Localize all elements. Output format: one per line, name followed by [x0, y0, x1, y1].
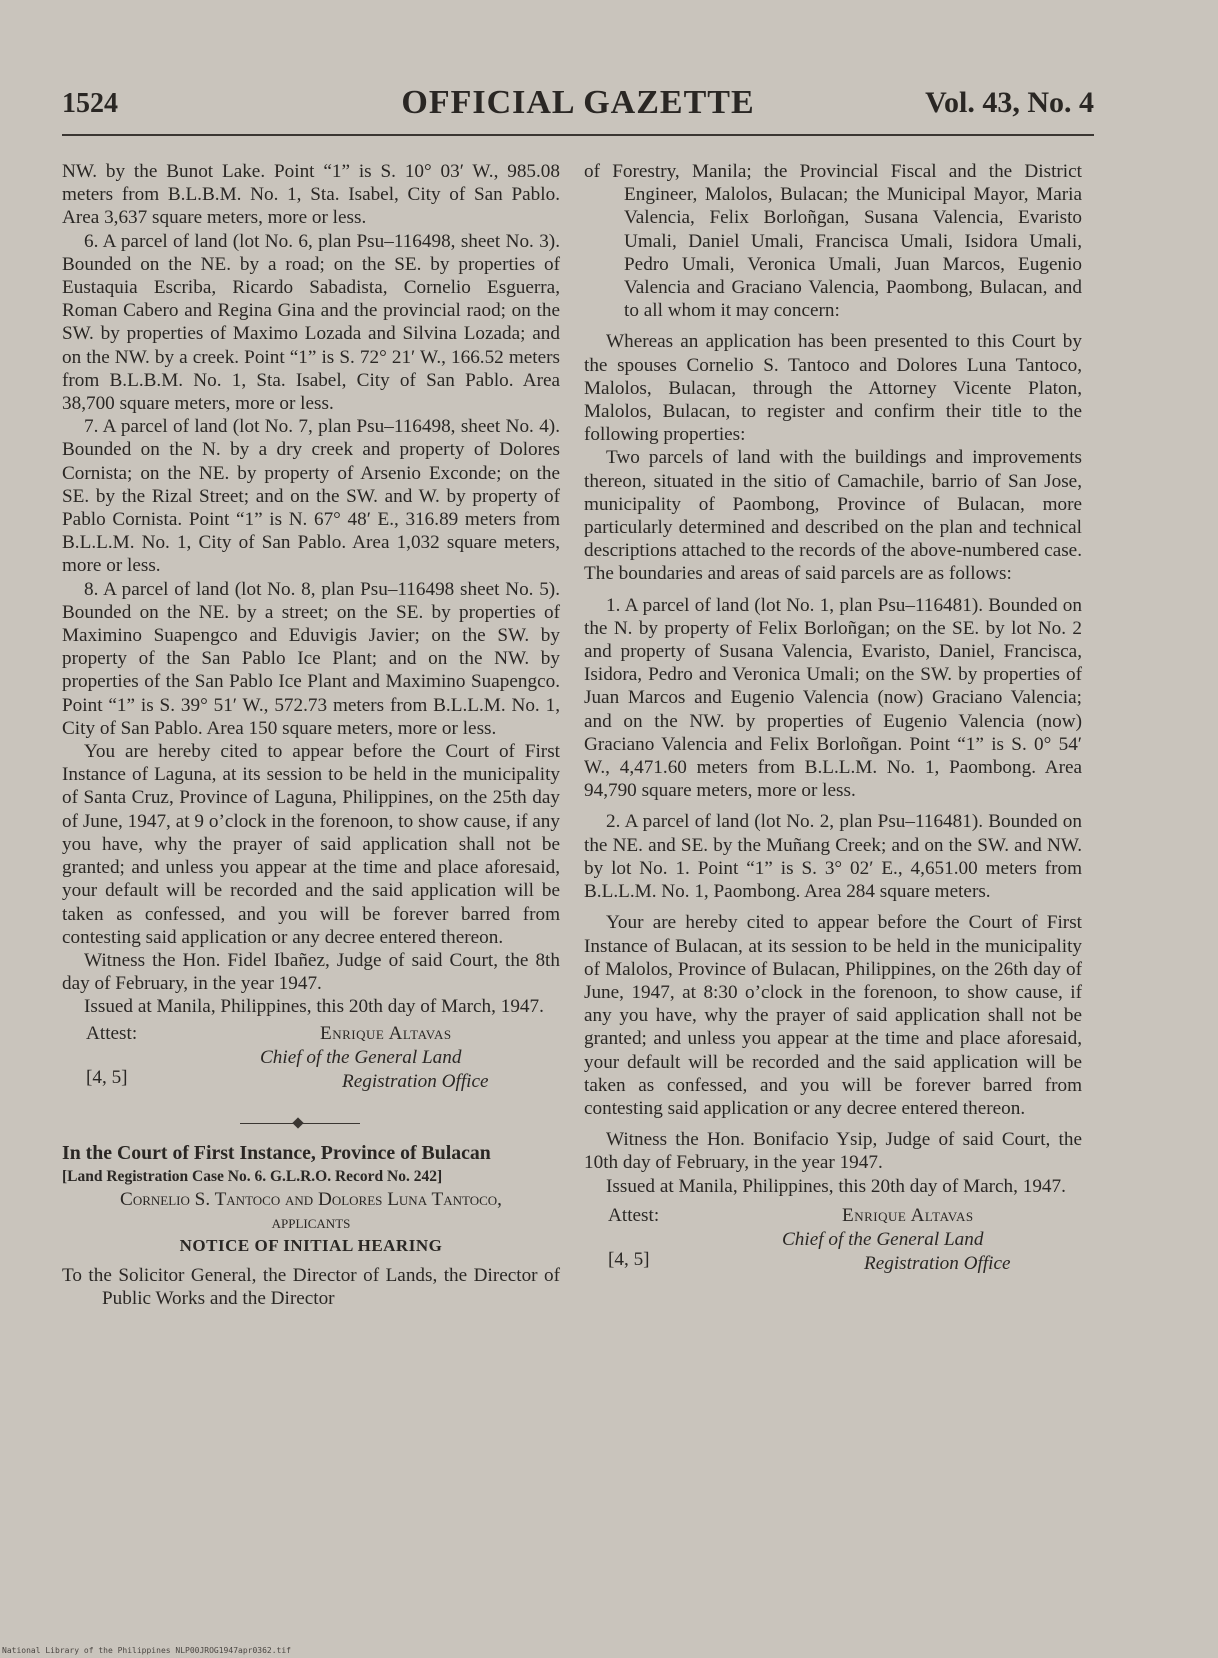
signatory-name: Enrique Altavas [320, 1022, 452, 1044]
signature-block [584, 1204, 1082, 1286]
right-column [584, 160, 1082, 1286]
court-heading: In the Court of First Instance, Province of Bulacan [62, 1141, 491, 1164]
publication-title: OFFICIAL GAZETTE [401, 84, 755, 121]
diamond-ornament-icon [292, 1117, 303, 1128]
paragraph: 1. A parcel of land (lot No. 1, plan Psu–116481). Bounded on the N. by property of Felix Borloñgan; on the SE. by lot No. 2 and property of Susana Valencia, Evaristo, Daniel, Francisca, Isidora, Pedro and Veronica Umali; on the SW. by properties of Juan Marcos and Eugenio Valencia (now) Graciano Valencia; and on the NW. by properties of Eugenio Valencia (now) Graciano Valencia and Felix Borloñgan. Point “1” is S. 0° 54′ W., 4,471.60 meters from B.L.L.M. No. 1, Paombong. Area 94,790 square meters, more or less. [584, 594, 1082, 802]
signature-block [62, 1022, 560, 1104]
signatory-title: Chief of the General Land [260, 1046, 462, 1068]
paragraph: Issued at Manila, Philippines, this 20th day of March, 1947. [606, 1175, 1066, 1197]
paragraph: Two parcels of land with the buildings and improvements thereon, situated in the sitio of Camachile, barrio of San Jose, municipality of Paombong, Province of Bulacan, more particularly determined and described on the plan and technical descriptions attached to the records of the above-numbered case. The boundaries and areas of said parcels are as follows: [584, 447, 1082, 585]
attest-label: Attest: [608, 1204, 660, 1226]
page-number: 1524 [62, 88, 118, 119]
issue-reference: [4, 5] [608, 1248, 650, 1270]
paragraph: You are hereby cited to appear before the Court of First Instance of Laguna, at its session to be held in the municipality of Santa Cruz, Province of Laguna, Philippines, on the 25th day of June, 1947, at 9 o’clock in the forenoon, to show cause, if any you have, why the prayer of said application shall not be granted; and unless you appear at the time and place aforesaid, your default will be recorded and the said application will be taken as confessed, and you will be forever barred from contesting said application or any decree entered thereon. [62, 741, 560, 948]
paragraph: 8. A parcel of land (lot No. 8, plan Psu–116498 sheet No. 5). Bounded on the NE. by a street; on the SE. by properties of Maximino Suapengco and Eduvigis Javier; on the SW. by property of the San Pablo Ice Plant; and on the NW. by properties of the San Pablo Ice Plant and Maximino Suapengco. Point “1” is S. 39° 51′ W., 572.73 meters from B.L.L.M. No. 1, City of San Pablo. Area 150 square meters, more or less. [62, 578, 560, 739]
signatory-title: Chief of the General Land [782, 1228, 984, 1250]
left-column [62, 160, 560, 1310]
notice-title: NOTICE OF INITIAL HEARING [179, 1236, 443, 1256]
paragraph: Witness the Hon. Fidel Ibañez, Judge of said Court, the 8th day of February, in the year 1947. [62, 949, 560, 995]
paragraph: Issued at Manila, Philippines, this 20th day of March, 1947. [84, 996, 544, 1018]
header-rule [62, 134, 1094, 136]
addressees: To the Solicitor General, the Director of Lands, the Director of Public Works and the Director [62, 1264, 560, 1309]
paragraph: Witness the Hon. Bonifacio Ysip, Judge of said Court, the 10th day of February, in the year 1947. [584, 1129, 1082, 1174]
page-header [62, 84, 1094, 128]
paragraph: 2. A parcel of land (lot No. 2, plan Psu–116481). Bounded on the NE. and SE. by the Muñang Creek; and on the SW. and NW. by lot No. 1. Point “1” is S. 3° 02′ E., 4,651.00 meters from B.L.L.M. No. 1, Paombong. Area 284 square meters. [584, 811, 1082, 903]
section-divider [62, 1112, 560, 1136]
case-line: [Land Registration Case No. 6. G.L.R.O. Record No. 242] [62, 1167, 443, 1185]
signatory-name: Enrique Altavas [842, 1204, 974, 1226]
paragraph: 6. A parcel of land (lot No. 6, plan Psu–116498, sheet No. 3). Bounded on the NE. by a road; on the SE. by properties of Eustaquia Escriba, Ricardo Sabadista, Cornelio Esguerra, Roman Cabero and Regina Gina and the provincial raod; on the SW. by properties of Maximo Lozada and Silvina Lozada; and on the NW. by a creek. Point “1” is S. 72° 21′ W., 166.52 meters from B.L.B.M. No. 1, Sta. Isabel, City of San Pablo. Area 38,700 square meters, more or less. [62, 230, 560, 415]
paragraph: Your are hereby cited to appear before the Court of First Instance of Bulacan, at its session to be held in the municipality of Malolos, Province of Bulacan, Philippines, on the 26th day of June, 1947, at 8:30 o’clock in the forenoon, to show cause, if any you have, why the prayer of said application shall not be granted; and unless you appear at the time and place aforesaid, your default will be recorded and the said application will be taken as confessed, and you will be forever barred from contesting said application or any decree entered thereon. [584, 912, 1082, 1119]
attest-label: Attest: [86, 1022, 138, 1044]
addressees-continued: of Forestry, Manila; the Provincial Fiscal and the District Engineer, Malolos, Bulacan; the Municipal Mayor, Maria Valencia, Felix Borloñgan, Susana Valencia, Evaristo Umali, Daniel Umali, Francisca Umali, Isidora Umali, Pedro Umali, Veronica Umali, Juan Marcos, Eugenio Valencia and Graciano Valencia, Paombong, Bulacan, and to all whom it may concern: [584, 161, 1082, 322]
signatory-title: Registration Office [864, 1252, 1011, 1274]
parties-line: Cornelio S. Tantoco and Dolores Luna Tantoco, [120, 1188, 502, 1210]
issue-reference: [4, 5] [86, 1066, 128, 1088]
paragraph: NW. by the Bunot Lake. Point “1” is S. 10° 03′ W., 985.08 meters from B.L.B.M. No. 1, Sta. Isabel, City of San Pablo. Area 3,637 square meters, more or less. [62, 161, 560, 229]
volume-number: Vol. 43, No. 4 [925, 86, 1094, 119]
paragraph: Whereas an application has been presented to this Court by the spouses Cornelio S. Tantoco and Dolores Luna Tantoco, Malolos, Bulacan, through the Attorney Vicente Platon, Malolos, Bulacan, to register and confirm their title to the following properties: [584, 331, 1082, 446]
scan-footer: National Library of the Philippines NLP00JROG1947apr0362.tif [2, 1646, 291, 1655]
paragraph: 7. A parcel of land (lot No. 7, plan Psu–116498, sheet No. 4). Bounded on the N. by a dry creek and property of Dolores Cornista; on the NE. by property of Arsenio Exconde; on the SE. by the Rizal Street; and on the SW. and W. by property of Pablo Cornista. Point “1” is N. 67° 48′ E., 316.89 meters from B.L.L.M. No. 1, City of San Pablo. Area 1,032 square meters, more or less. [62, 416, 560, 577]
parties-role: applicants [271, 1212, 351, 1234]
signatory-title: Registration Office [342, 1070, 489, 1092]
